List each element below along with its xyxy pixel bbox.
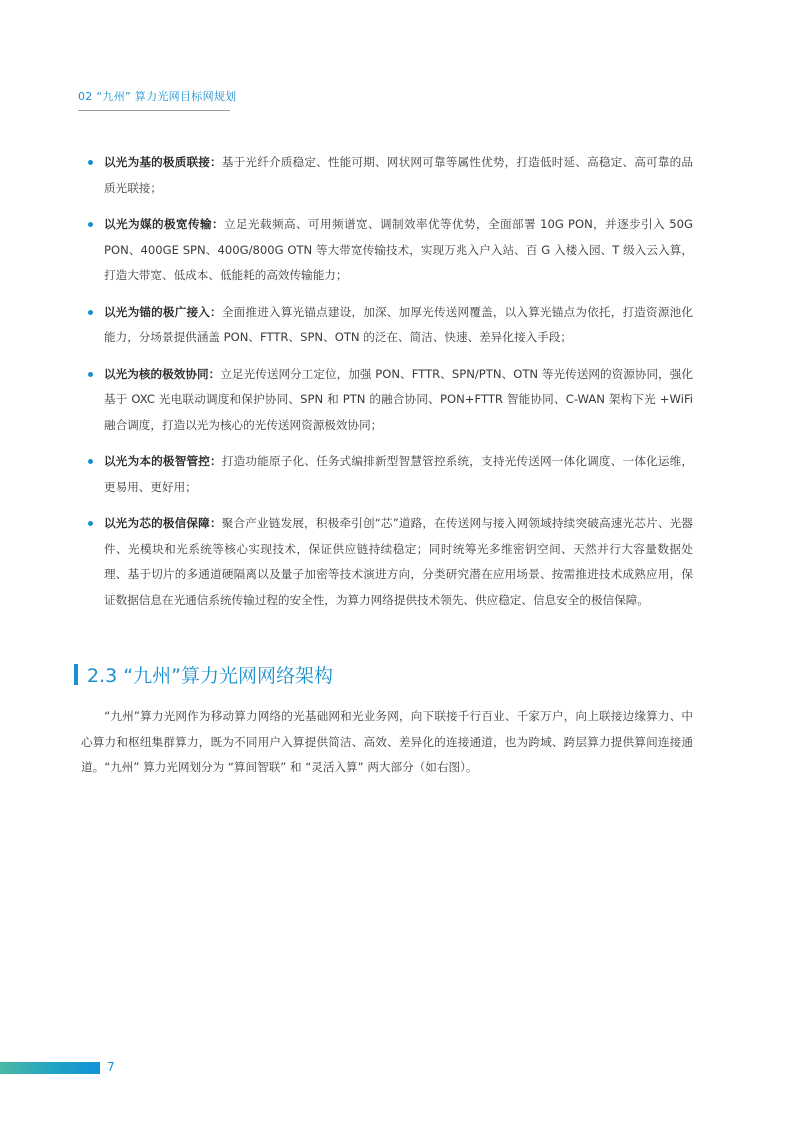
bullet-text: 立足光载频高、可用频谱宽、调制效率优等优势，全面部署 10G PON，并逐步引入 50G PON、400GE SPN、400G/800G OTN 等大带宽传输技术，实现万兆入户入站、百 G 入楼入园、T 级入云入算，打造大带宽、低成本、低能耗的高效传输能力； [104,217,693,282]
bullet-item-wide-access [88,300,693,351]
bullet-text: 聚合产业链发展，积极牵引创“芯”道路，在传送网与接入网领域持续突破高速光芯片、光器件、光模块和光系统等核心实现技术，保证供应链持续稳定；同时统筹光多维密钥空间、天然并行大容量数据处理、基于切片的多通道硬隔离以及量子加密等技术演进方向，分类研究潜在应用场景、按需推进技术成熟应用，保证数据信息在光通信系统传输过程的安全性，为算力网络提供技术领先、供应稳定、信息安全的极信保障。 [104,516,693,607]
bullet-term: 以光为核的极效协同： [104,366,221,381]
section-heading [74,661,333,688]
bullet-item-quality-connection [88,150,693,201]
bullet-text: 基于光纤介质稳定、性能可期、网状网可靠等属性优势，打造低时延、高稳定、高可靠的品质光联接； [104,155,693,195]
bullet-term: 以光为基的极质联接： [104,155,222,169]
bullet-term: 以光为锚的极广接入： [104,304,222,319]
bullet-item-trusted-security [88,511,693,613]
bullet-dot-icon [88,160,93,165]
feature-bullet-list [88,150,693,624]
bullet-term: 以光为芯的极信保障： [104,516,222,530]
bullet-text: 打造功能原子化、任务式编排新型智慧管控系统，支持光传送网一体化调度、一体化运维，更易用、更好用； [104,454,693,494]
heading-accent-bar [74,664,78,685]
bullet-text: 立足光传送网分工定位，加强 PON、FTTR、SPN/PTN、OTN 等光传送网的资源协同，强化基于 OXC 光电联动调度和保护协同、SPN 和 PTN 的融合协同、PON+FTTR 智能协同、C-WAN 架构下光 +WiFi 融合调度，打造以光为核心的光传送网资源极效协同； [104,366,693,432]
page-number: 7 [107,1060,115,1074]
bullet-dot-icon [88,222,93,227]
bullet-item-smart-management [88,449,693,500]
section-paragraph: “九州”算力光网作为移动算力网络的光基础网和光业务网，向下联接千行百业、千家万户，向上联接边缘算力、中心算力和枢纽集群算力，既为不同用户入算提供简洁、高效、差异化的连接通道，也为跨域、跨层算力提供算间连接通道。“九州” 算力光网划分为 “算间智联” 和 “灵活入算” 两大部分（如右图）。 [81,709,693,774]
running-header: 02 “九州” 算力光网目标网规划 [78,88,230,111]
section-title: 2.3 “九州”算力光网网络架构 [87,665,333,687]
bullet-item-broadband-transmission [88,212,693,289]
bullet-dot-icon [88,521,93,526]
footer-accent-bar [0,1062,100,1074]
bullet-item-efficient-coordination [88,362,693,439]
bullet-dot-icon [88,372,93,377]
bullet-dot-icon [88,459,93,464]
bullet-term: 以光为本的极智管控： [104,454,222,468]
bullet-term: 以光为媒的极宽传输： [104,217,225,231]
bullet-text: 全面推进入算光锚点建设，加深、加厚光传送网覆盖，以入算光锚点为依托，打造资源池化能力，分场景提供涵盖 PON、FTTR、SPN、OTN 的泛在、简洁、快速、差异化接入手段； [104,304,693,344]
bullet-dot-icon [88,310,93,315]
